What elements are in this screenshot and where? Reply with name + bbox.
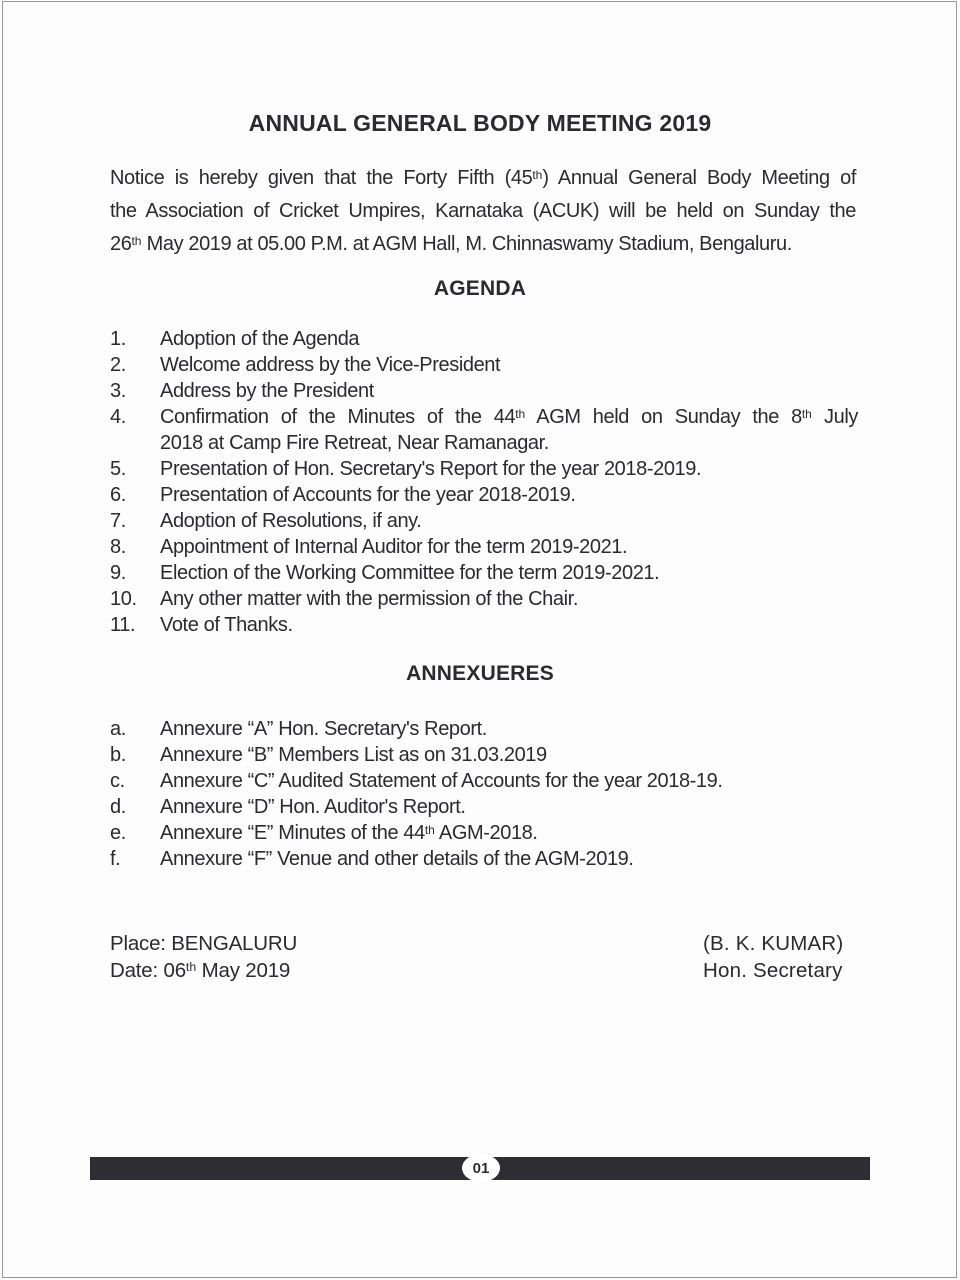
list-item-label: f. bbox=[110, 848, 121, 870]
list-item-label: b. bbox=[110, 744, 126, 766]
list-item bbox=[110, 534, 858, 560]
page-number-badge bbox=[462, 1154, 500, 1182]
notice-paragraph bbox=[110, 162, 856, 261]
closing-block bbox=[110, 930, 297, 984]
list-item bbox=[110, 404, 858, 456]
date-line: Date: 06th May 2019 bbox=[110, 959, 291, 982]
list-item-text: Annexure “C” Audited Statement of Accounts for the year 2018-19. bbox=[160, 770, 723, 792]
list-item-label: 6. bbox=[110, 484, 126, 506]
list-item-text: Annexure “F” Venue and other details of the AGM-2019. bbox=[160, 848, 634, 870]
page-number: 01 bbox=[472, 1159, 490, 1177]
list-item bbox=[110, 716, 858, 742]
agenda-list bbox=[110, 326, 858, 638]
list-item bbox=[110, 794, 858, 820]
list-item-label: d. bbox=[110, 796, 126, 818]
list-item-label: 7. bbox=[110, 510, 126, 532]
list-item-text: Any other matter with the permission of the Chair. bbox=[160, 588, 578, 610]
list-item-text: Adoption of the Agenda bbox=[160, 328, 360, 350]
list-item-text: Annexure “E” Minutes of the 44th AGM-2018. bbox=[160, 822, 538, 844]
annexures-heading: ANNEXUERES bbox=[406, 662, 554, 685]
list-item bbox=[110, 352, 858, 378]
list-item-label: 4. bbox=[110, 406, 126, 428]
list-item bbox=[110, 482, 858, 508]
list-item bbox=[110, 456, 858, 482]
list-item-label: e. bbox=[110, 822, 126, 844]
list-item bbox=[110, 768, 858, 794]
annexures-list bbox=[110, 716, 858, 872]
list-item-label: 3. bbox=[110, 380, 126, 402]
list-item-text: Annexure “B” Members List as on 31.03.2019 bbox=[160, 744, 547, 766]
place-line: Place: BENGALURU bbox=[110, 932, 298, 955]
list-item-label: 10. bbox=[110, 588, 137, 610]
list-item-text: Adoption of Resolutions, if any. bbox=[160, 510, 422, 532]
list-item bbox=[110, 560, 858, 586]
footer-bar bbox=[90, 1157, 870, 1180]
list-item-text: Appointment of Internal Auditor for the term 2019-2021. bbox=[160, 536, 628, 558]
signatory-block bbox=[703, 930, 843, 984]
list-item-text: Presentation of Hon. Secretary's Report for the year 2018-2019. bbox=[160, 458, 702, 480]
list-item-label: 8. bbox=[110, 536, 126, 558]
list-item-text: Confirmation of the Minutes of the 44th AGM held on Sunday the 8th July 2018 at Camp Fire Retreat, Near Ramanagar. bbox=[160, 406, 858, 454]
list-item-text: Vote of Thanks. bbox=[160, 614, 293, 636]
list-item bbox=[110, 508, 858, 534]
list-item bbox=[110, 378, 858, 404]
list-item-text: Address by the President bbox=[160, 380, 374, 402]
list-item-label: 1. bbox=[110, 328, 126, 350]
list-item-label: 11. bbox=[110, 614, 136, 636]
list-item-label: a. bbox=[110, 718, 126, 740]
list-item bbox=[110, 820, 858, 846]
list-item bbox=[110, 846, 858, 872]
list-item-label: 5. bbox=[110, 458, 126, 480]
list-item-label: c. bbox=[110, 770, 125, 792]
list-item-label: 2. bbox=[110, 354, 126, 376]
list-item-text: Annexure “A” Hon. Secretary's Report. bbox=[160, 718, 487, 740]
notice-line: the Association of Cricket Umpires, Karnataka (ACUK) will be held on Sunday the bbox=[110, 200, 856, 222]
list-item-text: Welcome address by the Vice-President bbox=[160, 354, 501, 376]
list-item-label: 9. bbox=[110, 562, 126, 584]
list-item bbox=[110, 742, 858, 768]
list-item bbox=[110, 586, 858, 612]
list-item bbox=[110, 612, 858, 638]
document-title: ANNUAL GENERAL BODY MEETING 2019 bbox=[248, 110, 712, 136]
agenda-heading: AGENDA bbox=[433, 277, 527, 300]
list-item bbox=[110, 326, 858, 352]
notice-line: Notice is hereby given that the Forty Fifth (45th) Annual General Body Meeting of bbox=[110, 167, 856, 189]
signatory-name: (B. K. KUMAR) bbox=[703, 932, 844, 955]
list-item-text: Election of the Working Committee for the term 2019-2021. bbox=[160, 562, 660, 584]
notice-line: 26th May 2019 at 05.00 P.M. at AGM Hall, M. Chinnaswamy Stadium, Bengaluru. bbox=[110, 233, 792, 255]
signatory-title: Hon. Secretary bbox=[703, 959, 843, 982]
list-item-text: Annexure “D” Hon. Auditor's Report. bbox=[160, 796, 466, 818]
list-item-text: Presentation of Accounts for the year 2018-2019. bbox=[160, 484, 576, 506]
